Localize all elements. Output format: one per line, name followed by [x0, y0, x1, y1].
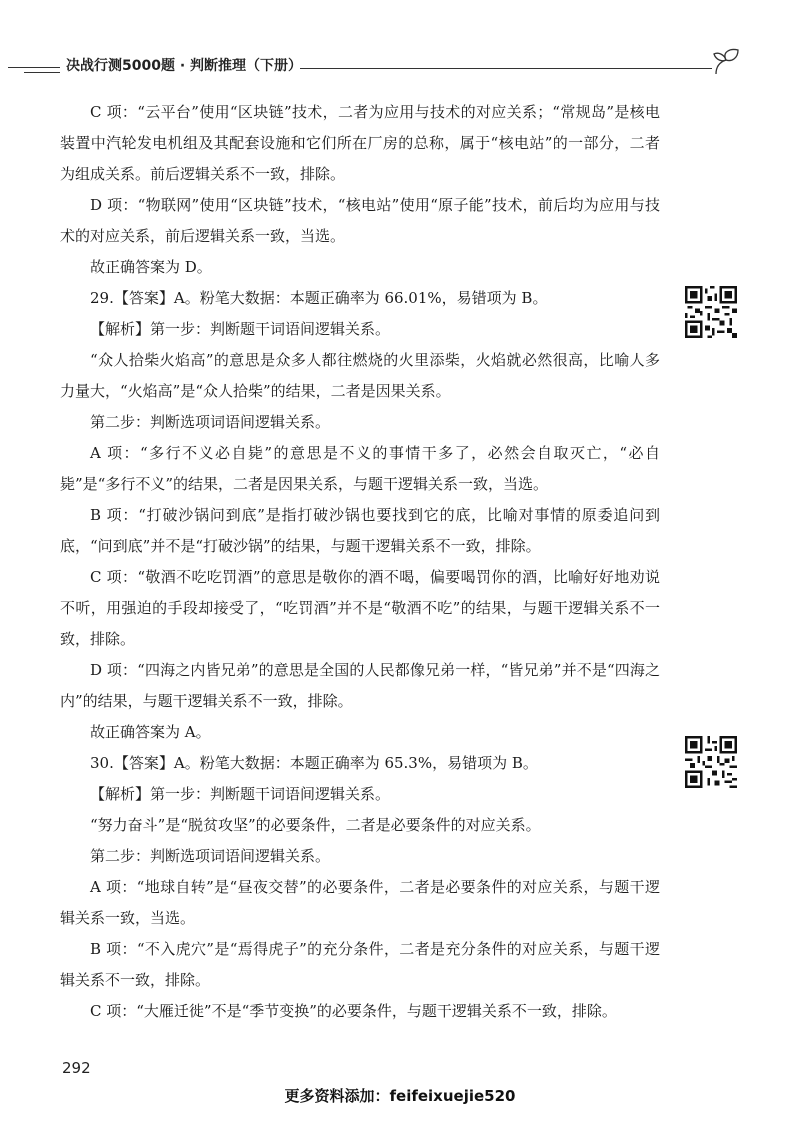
paragraph: C 项：“大雁迁徙”不是“季节变换”的必要条件，与题干逻辑关系不一致，排除。 — [90, 1002, 617, 1020]
running-header — [0, 52, 800, 82]
paragraph: C 项：“云平台”使用“区块链”技术，二者为应用与技术的对应关系；“常规岛”是核电装置中汽轮发电机组及其配套设施和它们所在厂房的总称，属于“核电站”的一部分，二者为组成关系。前后逻辑关系不一致，排除。 — [60, 103, 660, 183]
page-number: 292 — [62, 1059, 91, 1077]
paragraph: “众人拾柴火焰高”的意思是众多人都往燃烧的火里添柴，火焰就必然很高，比喻人多力量大，“火焰高”是“众人拾柴”的结果，二者是因果关系。 — [60, 351, 660, 400]
paragraph: A 项：“地球自转”是“昼夜交替”的必要条件，二者是必要条件的对应关系，与题干逻辑关系一致，当选。 — [60, 878, 660, 927]
paragraph: 【解析】第一步：判断题干词语间逻辑关系。 — [90, 320, 391, 338]
qr-code-icon[interactable] — [685, 286, 737, 338]
paragraph: D 项：“物联网”使用“区块链”技术，“核电站”使用“原子能”技术，前后均为应用与技术的对应关系，前后逻辑关系一致，当选。 — [60, 196, 660, 245]
header-rule-left-short — [24, 72, 60, 73]
paragraph: 第二步：判断选项词语间逻辑关系。 — [90, 847, 331, 865]
paragraph: “努力奋斗”是“脱贫攻坚”的必要条件，二者是必要条件的对应关系。 — [90, 816, 541, 834]
paragraph: 故正确答案为 A。 — [90, 723, 211, 741]
paragraph: B 项：“不入虎穴”是“焉得虎子”的充分条件，二者是充分条件的对应关系，与题干逻辑关系不一致，排除。 — [60, 940, 660, 989]
paragraph: B 项：“打破沙锅问到底”是指打破沙锅也要找到它的底，比喻对事情的原委追问到底，“问到底”并不是“打破沙锅”的结果，与题干逻辑关系不一致，排除。 — [60, 506, 660, 555]
header-rule-right — [300, 68, 712, 69]
qr-code-icon[interactable] — [685, 736, 737, 788]
answer-explanations — [60, 97, 660, 1027]
paragraph: 【解析】第一步：判断题干词语间逻辑关系。 — [90, 785, 391, 803]
answer-heading-30: 30.【答案】A。粉笔大数据：本题正确率为 65.3%，易错项为 B。 — [90, 754, 538, 772]
book-title: 决战行测5000题 · 判断推理（下册） — [66, 58, 303, 74]
leaf-ornament-icon — [710, 48, 744, 76]
paragraph: A 项：“多行不义必自毙”的意思是不义的事情干多了，必然会自取灭亡，“必自毙”是“多行不义”的结果，二者是因果关系，与题干逻辑关系一致，当选。 — [60, 444, 660, 493]
paragraph: C 项：“敬酒不吃吃罚酒”的意思是敬你的酒不喝，偏要喝罚你的酒，比喻好好地劝说不听，用强迫的手段却接受了，“吃罚酒”并不是“敬酒不吃”的结果，与题干逻辑关系不一致，排除。 — [60, 568, 660, 648]
answer-heading-29: 29.【答案】A。粉笔大数据：本题正确率为 66.01%，易错项为 B。 — [90, 289, 548, 307]
paragraph: 故正确答案为 D。 — [90, 258, 212, 276]
paragraph: 第二步：判断选项词语间逻辑关系。 — [90, 413, 331, 431]
header-rule-left — [8, 67, 60, 68]
footer-contact-note: 更多资料添加：feifeixuejie520 — [284, 1087, 516, 1105]
paragraph: D 项：“四海之内皆兄弟”的意思是全国的人民都像兄弟一样，“皆兄弟”并不是“四海之内”的结果，与题干逻辑关系不一致，排除。 — [60, 661, 660, 710]
